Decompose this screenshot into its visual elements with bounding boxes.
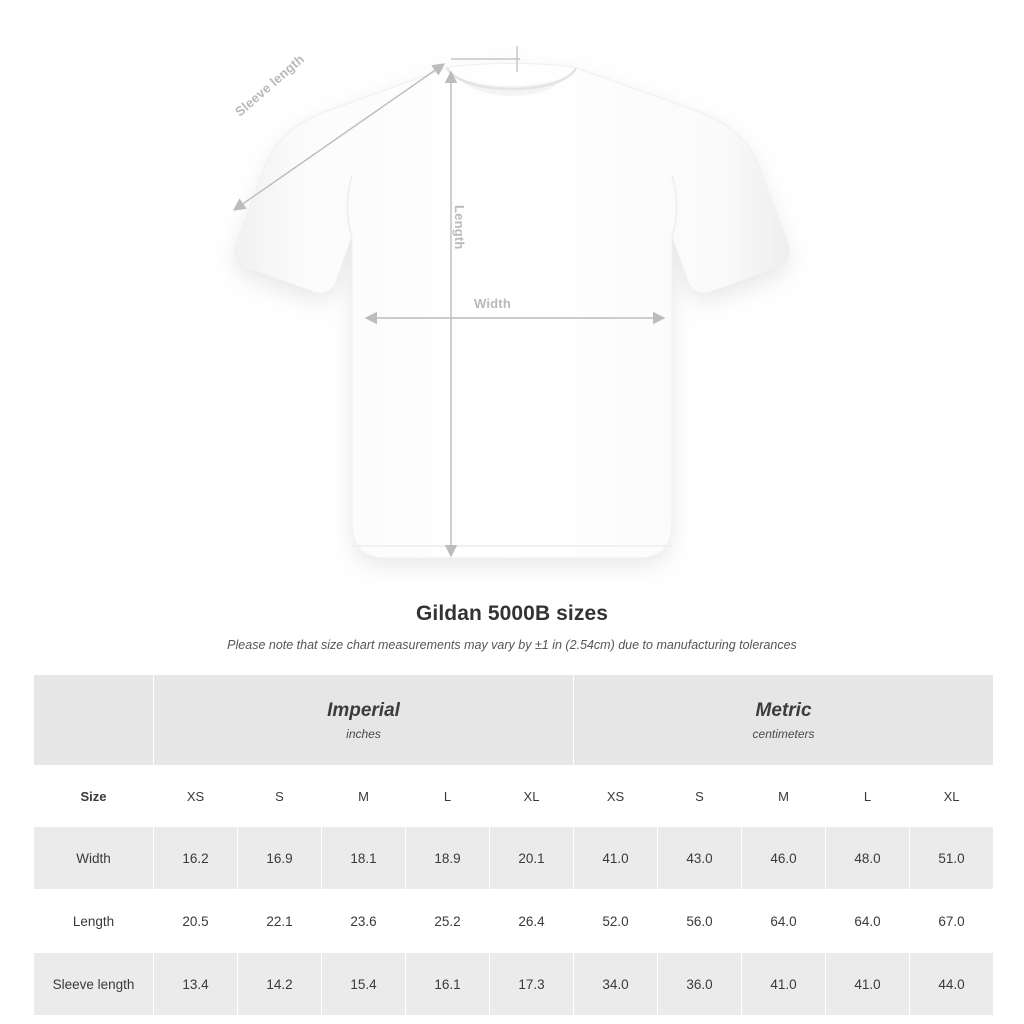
cell-width-3: 18.9 (406, 827, 490, 890)
header-col-0: XS (154, 766, 238, 827)
tshirt-shape (235, 64, 789, 559)
row-label-sleeve-length: Sleeve length (34, 953, 154, 1016)
table-row (34, 827, 994, 890)
cell-sleeve-4: 17.3 (490, 953, 574, 1016)
row-label-width: Width (34, 827, 154, 890)
cell-sleeve-8: 41.0 (826, 953, 910, 1016)
cell-length-8: 64.0 (826, 890, 910, 953)
page-title: Gildan 5000B sizes (415, 602, 609, 625)
group-unit-metric: centimeters (752, 726, 815, 741)
length-label: Length (452, 205, 467, 250)
cell-sleeve-1: 14.2 (238, 953, 322, 1016)
header-col-5: XS (574, 766, 658, 827)
header-col-3: L (406, 766, 490, 827)
cell-length-4: 26.4 (490, 890, 574, 953)
cell-width-2: 18.1 (322, 827, 406, 890)
header-col-2: M (322, 766, 406, 827)
header-col-7: M (742, 766, 826, 827)
header-col-8: L (826, 766, 910, 827)
cell-length-9: 67.0 (910, 890, 994, 953)
title-block (0, 602, 1024, 652)
table-row (34, 953, 994, 1016)
group-title-metric: Metric (755, 700, 812, 722)
group-header-corner (34, 675, 154, 766)
cell-sleeve-0: 13.4 (154, 953, 238, 1016)
size-table (33, 674, 994, 1016)
cell-width-9: 51.0 (910, 827, 994, 890)
tolerance-note: Please note that size chart measurements may vary by ±1 in (2.54cm) due to manufacturing tolerances (227, 638, 797, 652)
group-title-imperial: Imperial (327, 700, 400, 722)
group-unit-imperial: inches (346, 726, 381, 741)
group-header-imperial (154, 675, 574, 766)
header-col-6: S (658, 766, 742, 827)
cell-length-6: 56.0 (658, 890, 742, 953)
header-size: Size (34, 766, 154, 827)
cell-width-1: 16.9 (238, 827, 322, 890)
table-group-header-row (34, 675, 994, 766)
sleeve-length-label: Sleeve length (232, 51, 308, 120)
cell-width-5: 41.0 (574, 827, 658, 890)
cell-width-4: 20.1 (490, 827, 574, 890)
table-row (34, 890, 994, 953)
cell-sleeve-5: 34.0 (574, 953, 658, 1016)
group-header-metric (574, 675, 994, 766)
row-label-length: Length (34, 890, 154, 953)
cell-sleeve-7: 41.0 (742, 953, 826, 1016)
cell-sleeve-3: 16.1 (406, 953, 490, 1016)
header-col-9: XL (910, 766, 994, 827)
cell-length-1: 22.1 (238, 890, 322, 953)
width-label: Width (474, 296, 511, 311)
cell-width-7: 46.0 (742, 827, 826, 890)
cell-sleeve-9: 44.0 (910, 953, 994, 1016)
cell-length-7: 64.0 (742, 890, 826, 953)
cell-length-3: 25.2 (406, 890, 490, 953)
cell-length-2: 23.6 (322, 890, 406, 953)
cell-length-5: 52.0 (574, 890, 658, 953)
header-col-1: S (238, 766, 322, 827)
cell-width-6: 43.0 (658, 827, 742, 890)
size-table-wrapper (33, 674, 991, 1016)
table-header-row (34, 766, 994, 827)
cell-sleeve-2: 15.4 (322, 953, 406, 1016)
cell-width-8: 48.0 (826, 827, 910, 890)
cell-sleeve-6: 36.0 (658, 953, 742, 1016)
header-col-4: XL (490, 766, 574, 827)
cell-width-0: 16.2 (154, 827, 238, 890)
cell-length-0: 20.5 (154, 890, 238, 953)
